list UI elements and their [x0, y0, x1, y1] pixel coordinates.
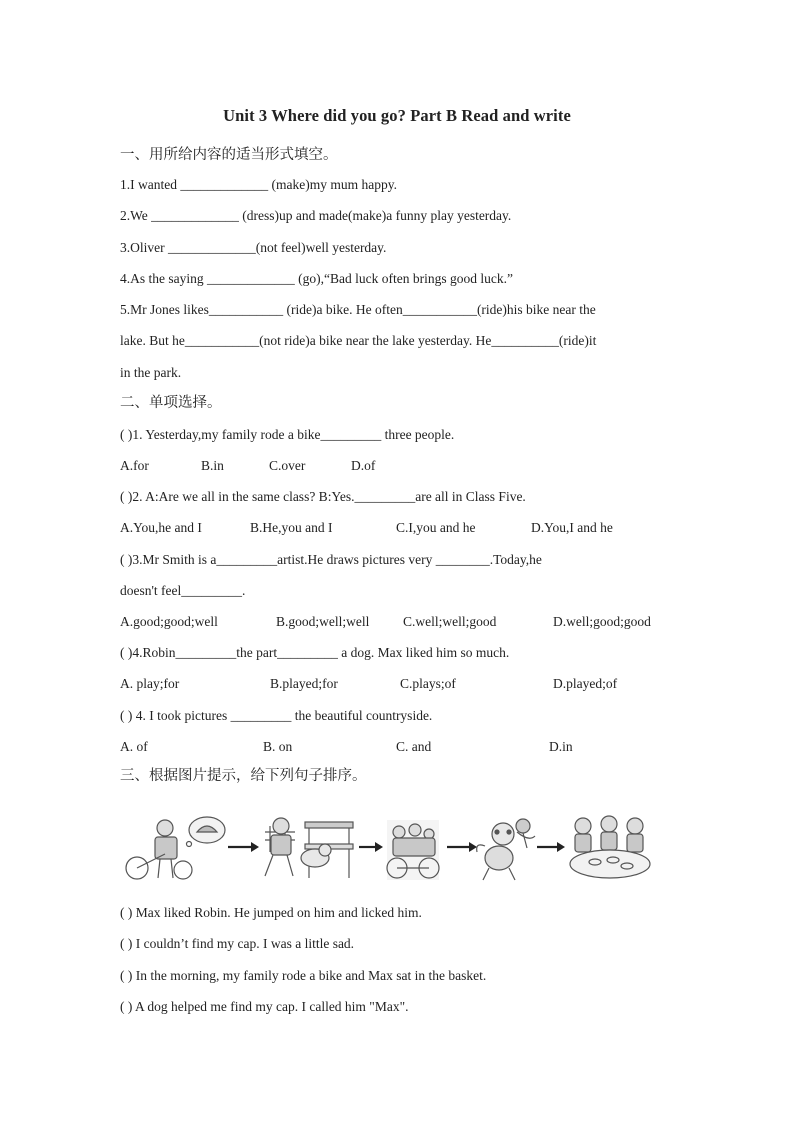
fill-item-4: 4.As the saying _____________ (go),“Bad luck often brings good luck.” [120, 271, 513, 286]
section2-heading: 二、单项选择。 [120, 395, 222, 411]
section3-heading: 三、根据图片提示，给下列句子排序。 [120, 768, 367, 784]
q4-option-c: C.plays;of [400, 676, 456, 691]
arrow-icon [359, 842, 383, 852]
q4-option-d: D.played;of [553, 676, 618, 691]
q1-option-c: C.over [269, 458, 306, 473]
page-title: Unit 3 Where did you go? Part B Read and write [223, 106, 571, 125]
q1-option-d: D.of [351, 458, 376, 473]
arrow-icon [447, 842, 477, 852]
q4-option-a: A. play;for [120, 676, 180, 691]
q2-option-d: D.You,I and he [531, 520, 613, 535]
choice-q4: ( )4.Robin_________the part_________ a dog. Max liked him so much. [120, 645, 510, 660]
q5-option-b: B. on [263, 739, 293, 754]
choice-q1: ( )1. Yesterday,my family rode a bike_________ three people. [120, 427, 455, 442]
fill-item-5-cont: lake. But he___________(not ride)a bike near the lake yesterday. He__________(ride)it [120, 333, 597, 348]
q5-option-d: D.in [549, 739, 573, 754]
family-dinner-illustration [570, 816, 650, 878]
arrow-icon [228, 842, 259, 852]
order-sentence-2: ( ) I couldn’t find my cap. I was a little sad. [120, 936, 355, 951]
choice-q2: ( )2. A:Are we all in the same class? B:Yes._________are all in Class Five. [120, 489, 526, 504]
fill-item-1: 1.I wanted _____________ (make)my mum happy. [120, 177, 397, 192]
q3-option-d: D.well;good;good [553, 614, 651, 629]
fill-item-5-end: in the park. [120, 365, 182, 380]
choice-q5: ( ) 4. I took pictures _________ the beautiful countryside. [120, 708, 433, 723]
q3-option-c: C.well;well;good [403, 614, 497, 629]
order-sentence-1: ( ) Max liked Robin. He jumped on him and licked him. [120, 905, 422, 920]
boy-and-dog-illustration [265, 818, 353, 878]
section1-heading: 一、用所给内容的适当形式填空。 [120, 147, 338, 163]
fill-item-5: 5.Mr Jones likes___________ (ride)a bike. He often___________(ride)his bike near the [120, 302, 596, 317]
q4-option-b: B.played;for [270, 676, 338, 691]
family-riding-bike-illustration [387, 820, 439, 880]
arrow-icon [537, 842, 565, 852]
dog-jumping-illustration [477, 819, 535, 880]
story-picture-sequence [125, 812, 665, 884]
fill-item-3: 3.Oliver _____________(not feel)well yesterday. [120, 240, 387, 255]
q2-option-b: B.He,you and I [250, 520, 333, 535]
order-sentence-3: ( ) In the morning, my family rode a bike and Max sat in the basket. [120, 968, 487, 983]
choice-q3-cont: doesn't feel_________. [120, 583, 246, 598]
order-sentence-4: ( ) A dog helped me find my cap. I called him "Max". [120, 999, 409, 1014]
q5-option-a: A. of [120, 739, 148, 754]
q1-option-b: B.in [201, 458, 224, 473]
q2-option-a: A.You,he and I [120, 520, 202, 535]
q1-option-a: A.for [120, 458, 149, 473]
q3-option-a: A.good;good;well [120, 614, 218, 629]
q3-option-b: B.good;well;well [276, 614, 370, 629]
boy-with-bike-illustration [126, 817, 225, 879]
q2-option-c: C.I,you and he [396, 520, 476, 535]
q5-option-c: C. and [396, 739, 432, 754]
choice-q3: ( )3.Mr Smith is a_________artist.He draws pictures very ________.Today,he [120, 552, 542, 567]
fill-item-2: 2.We _____________ (dress)up and made(make)a funny play yesterday. [120, 208, 512, 223]
